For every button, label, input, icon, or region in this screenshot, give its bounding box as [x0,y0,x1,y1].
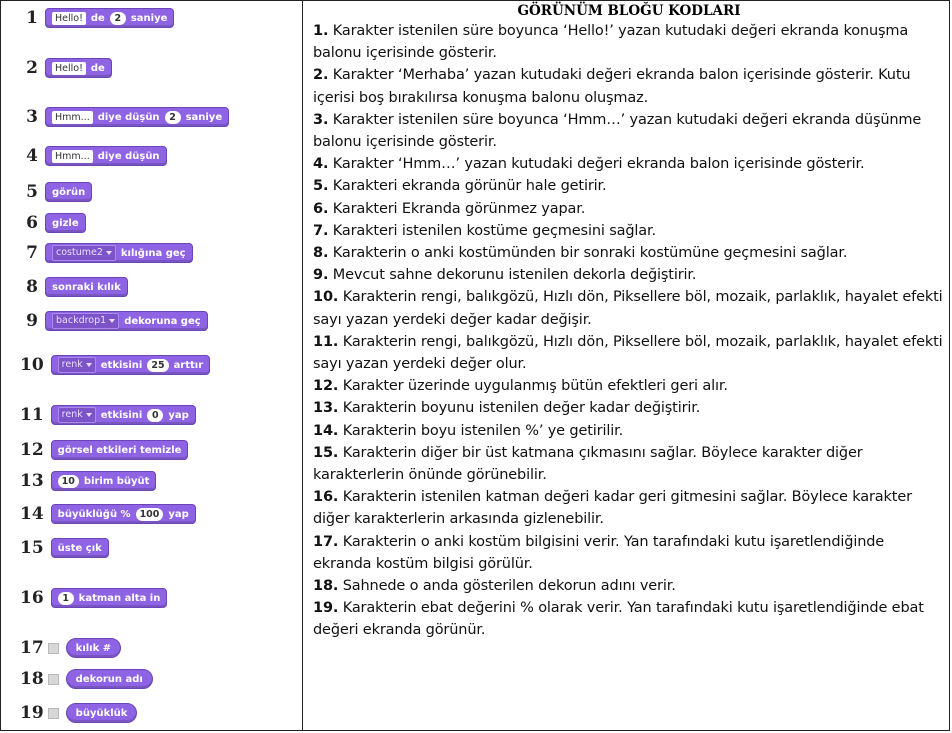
row-number: 16 [20,588,44,608]
description-item [313,175,945,197]
block-text: gizle [52,217,79,229]
block-text: sonraki kılık [52,281,121,293]
block-row-14 [20,504,196,524]
description-text: Karakterin boyunu istenilen değer kadar değiştirir. [342,400,701,417]
row-number: 11 [20,405,44,425]
description-text: Karakter istenilen süre boyunca ‘Hmm…’ yazan kutudaki değeri ekranda düşünme balonu içerisinde gösterir. [313,111,922,151]
description-item [313,286,945,330]
next-costume-block[interactable] [45,277,128,297]
effect-dropdown[interactable] [58,357,96,373]
block-text: birim büyüt [83,475,150,487]
clear-effects-block[interactable] [51,440,189,460]
description-item [313,153,945,175]
block-text: de [90,62,105,74]
description-text: Karakterin rengi, balıkgözü, Hızlı dön, Piksellere böl, mozaik, parlaklık, hayalet efekti sayı yazan yerdeki değer olur. [313,333,943,373]
description-number: 13. [313,400,339,417]
description-number: 5. [313,178,329,195]
block-row-4 [20,146,167,166]
description-number: 9. [313,267,329,284]
description-text: Karakterin o anki kostümünden bir sonraki kostümüne geçmesini sağlar. [332,245,848,262]
dropdown-value: renk [61,409,83,420]
description-text: Karakter üzerinde uygulanmış bütün efektleri geri alır. [342,378,728,395]
block-text: dekoruna geç [124,315,201,327]
thought-input[interactable]: Hmm... [52,111,93,124]
page-title: GÖRÜNÜM BLOĞU KODLARI [517,3,741,19]
description-text: Karakterin boyu istenilen %’ ye getirilir. [342,422,624,439]
description-item [313,109,945,153]
description-number: 17. [313,533,339,550]
block-row-11 [20,405,196,425]
block-text: kılığına geç [120,247,186,259]
description-number: 2. [313,67,329,84]
dropdown-value: costume2 [56,247,103,258]
block-row-13 [20,471,156,491]
chevron-down-icon [86,363,92,367]
description-number: 1. [313,23,329,39]
think-block[interactable] [45,146,167,166]
description-number: 10. [313,289,339,306]
row-number: 5 [26,182,38,202]
block-row-5 [20,182,92,202]
description-text: Karakterin istenilen katman değeri kadar geri gitmesini sağlar. Böylece karakter diğer karakterlerin arkasında gizlenebilir. [313,489,912,528]
backdrop-name-reporter[interactable] [66,669,153,689]
chevron-down-icon [86,413,92,417]
description-number: 14. [313,422,339,439]
row-number: 17 [20,638,44,658]
block-text: büyüklük [75,707,128,719]
description-text: Karakter istenilen süre boyunca ‘Hello!’ yazan kutudaki değeri ekranda konuşma balonu içerisinde gösterir. [313,23,909,62]
size-percent-input[interactable]: 100 [136,508,164,521]
block-text: dekorun adı [75,673,143,685]
block-text: etkisini [100,409,143,421]
block-text: kılık # [75,642,112,654]
description-number: 12. [313,378,339,395]
description-number: 8. [313,245,329,262]
row-number: 18 [20,669,44,689]
hide-block[interactable] [45,213,86,233]
monitor-checkbox[interactable] [48,674,59,685]
row-number: 8 [26,277,38,297]
block-row-16 [20,588,167,608]
block-text: arttır [173,359,204,371]
thought-input[interactable]: Hmm... [52,150,93,163]
costume-dropdown[interactable] [52,245,116,261]
description-number: 4. [313,156,329,173]
effect-dropdown[interactable] [58,407,96,423]
backdrop-dropdown[interactable] [52,313,119,329]
description-text: Sahnede o anda gösterilen dekorun adını verir. [342,578,676,595]
description-list [313,20,945,642]
block-text: diye düşün [97,150,160,162]
description-number: 19. [313,600,339,617]
row-number: 14 [20,504,44,524]
description-item [313,575,945,597]
description-number: 15. [313,444,339,461]
block-text: büyüklüğü % [57,508,131,520]
description-text: Karakter ‘Hmm…’ yazan kutudaki değeri ekranda balon içerisinde gösterir. [332,156,865,173]
description-item [313,198,945,220]
description-text: Karakter ‘Merhaba’ yazan kutudaki değeri ekranda balon içerisinde gösterir. Kutu içerisi boş bırakılırsa konuşma balonu oluşmaz. [313,67,911,106]
block-text: de [90,12,105,24]
block-row-6 [20,213,86,233]
block-text: yap [168,508,189,520]
block-row-12 [20,440,188,460]
description-item [313,375,945,397]
block-text: etkisini [100,359,143,371]
description-item [313,531,945,575]
description-number: 6. [313,200,329,217]
set-size-block[interactable] [51,504,196,524]
description-text: Mevcut sahne dekorunu istenilen dekorla değiştirir. [332,267,697,284]
description-text: Karakterin diğer bir üst katmana çıkmasını sağlar. Böylece karakter diğer karakterlerin önünde görünebilir. [313,444,863,484]
description-number: 18. [313,578,339,595]
block-text: görsel etkileri temizle [57,444,182,456]
monitor-checkbox[interactable] [48,643,59,654]
description-text: Karakteri ekranda görünür hale getirir. [332,178,607,195]
row-number: 19 [20,703,44,723]
block-column [0,0,302,731]
row-number: 7 [26,243,38,263]
description-number: 7. [313,222,329,239]
effect-value-input[interactable]: 0 [147,409,163,422]
block-text: görün [52,186,86,198]
row-number: 10 [20,355,44,375]
block-row-10 [20,355,210,375]
block-row-3 [20,107,229,127]
switch-backdrop-block[interactable] [45,311,208,331]
row-number: 6 [26,213,38,233]
message-input[interactable]: Hello! [52,12,86,25]
description-item [313,331,945,375]
dropdown-value: backdrop1 [56,315,107,326]
set-effect-block[interactable] [51,405,196,425]
chevron-down-icon [106,251,112,255]
block-text: yap [168,409,189,421]
description-number: 3. [313,111,329,128]
seconds-input[interactable]: 2 [165,111,181,124]
description-column [313,2,945,642]
think-for-secs-block[interactable] [45,107,229,127]
block-row-18 [20,669,153,689]
block-text: saniye [185,111,223,123]
block-row-17 [20,638,121,658]
description-text: Karakterin rengi, balıkgözü, Hızlı dön, Piksellere böl, mozaik, parlaklık, hayalet efekti sayı yazan yerdeki değer kadar değişir. [313,289,943,328]
change-effect-block[interactable] [51,355,211,375]
layers-input[interactable]: 1 [58,592,74,605]
block-text: üste çık [57,542,102,554]
chevron-down-icon [109,319,115,323]
show-block[interactable] [45,182,92,202]
description-item [313,242,945,264]
description-item [313,64,945,108]
description-number: 16. [313,489,339,506]
column-divider [302,0,303,731]
description-item [313,486,945,530]
description-text: Karakterin ebat değerini % olarak verir. Yan tarafındaki kutu işaretlendiğinde ebat değeri ekranda görünür. [313,600,924,639]
block-row-8 [20,277,128,297]
row-number: 9 [26,311,38,331]
description-item [313,442,945,486]
row-number: 3 [26,107,38,127]
row-number: 1 [26,8,38,28]
description-item [313,264,945,286]
block-row-2 [20,58,112,78]
dropdown-value: renk [61,359,83,370]
description-item [313,397,945,419]
monitor-checkbox[interactable] [48,708,59,719]
row-number: 15 [20,538,44,558]
description-item [313,597,945,641]
costume-number-reporter[interactable] [66,638,121,658]
row-number: 12 [20,440,44,460]
switch-costume-block[interactable] [45,243,193,263]
row-number: 2 [26,58,38,78]
description-number: 11. [313,333,339,350]
go-back-layers-block[interactable] [51,588,168,608]
description-text: Karakteri Ekranda görünmez yapar. [332,200,586,217]
block-text: diye düşün [97,111,160,123]
effect-value-input[interactable]: 25 [147,359,168,372]
block-text: katman alta in [78,592,161,604]
block-row-7 [20,243,193,263]
block-row-1 [20,8,174,28]
block-text: saniye [130,12,168,24]
description-item [313,20,945,64]
description-item [313,220,945,242]
row-number: 4 [26,146,38,166]
block-row-15 [20,538,109,558]
description-text: Karakteri istenilen kostüme geçmesini sağlar. [332,222,656,239]
size-change-input[interactable]: 10 [58,475,79,488]
message-input[interactable]: Hello! [52,62,86,75]
size-reporter[interactable] [66,703,138,723]
block-row-19 [20,703,137,723]
block-row-9 [20,311,208,331]
row-number: 13 [20,471,44,491]
seconds-input[interactable]: 2 [110,12,126,25]
description-item [313,420,945,442]
change-size-block[interactable] [51,471,157,491]
go-to-front-block[interactable] [51,538,109,558]
say-for-secs-block[interactable] [45,8,174,28]
say-block[interactable] [45,58,112,78]
description-text: Karakterin o anki kostüm bilgisini verir. Yan tarafındaki kutu işaretlendiğinde ekranda kostüm bilgisi görülür. [313,533,885,572]
